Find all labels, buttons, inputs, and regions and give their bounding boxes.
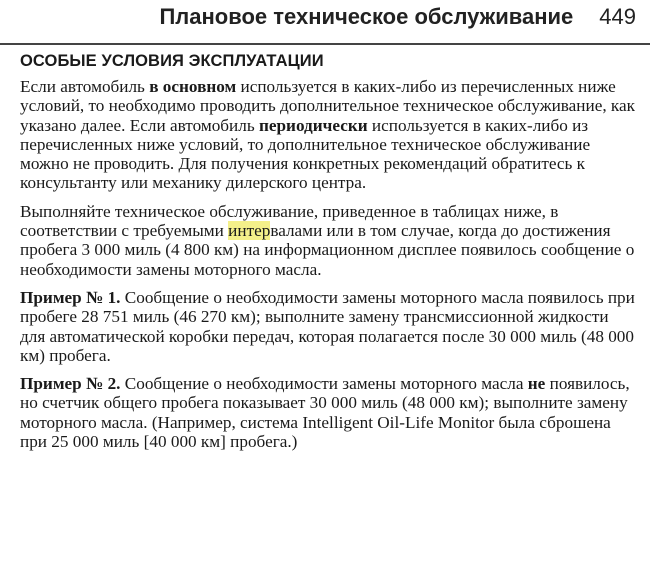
section-heading: ОСОБЫЕ УСЛОВИЯ ЭКСПЛУАТАЦИИ — [20, 52, 324, 70]
page-header — [20, 0, 636, 36]
example-1-label: Пример № 1. — [20, 287, 121, 307]
p1-bold-periodically: периодически — [258, 115, 368, 135]
paragraph-special-conditions — [20, 77, 636, 193]
highlighted-text: интер — [228, 221, 271, 241]
p2-text-2: валами или в том случае, когда до достижения пробега 3 000 миль (4 800 км) на информационном дисплее появилось сообщение о необходимости замены моторного масла. — [20, 221, 635, 279]
header-rule — [0, 43, 650, 45]
paragraph-intervals — [20, 202, 636, 279]
example-2-text-2: появилось, но счетчик общего пробега показывает 30 000 миль (48 000 км); выполните замену моторного масла. (Например, система Intelligent Oil-Life Monitor была сброшена при 25 000 миль [40 000 км] пробега.) — [20, 374, 630, 452]
example-2-bold-not: не — [527, 374, 546, 394]
example-2-label: Пример № 2. — [20, 374, 121, 394]
p1-text-3: используется в каких-либо из перечисленных ниже условий, то дополнительное техническое обслуживание можно не проводить. Для получения конкретных рекомендаций обратитесь к консультанту или механику дилерского центра. — [20, 115, 591, 193]
header-title: Плановое техническое обслуживание — [159, 4, 574, 29]
example-1 — [20, 288, 636, 365]
p1-text-1: Если автомобиль — [20, 77, 150, 96]
page-number: 449 — [599, 4, 636, 29]
p1-bold-mainly: в основном — [149, 77, 237, 96]
example-2 — [20, 374, 636, 451]
p1-text-2: используется в каких-либо из перечисленных ниже условий, то необходимо проводить дополнительное техническое обслуживание, как указано далее. Если автомобиль — [20, 77, 635, 135]
p2-text-1: Выполняйте техническое обслуживание, приведенное в таблицах ниже, в соответствии с требуемыми — [20, 201, 559, 241]
example-1-text: Сообщение о необходимости замены моторного масла появилось при пробеге 28 751 миль (46 270 км); выполните замену трансмиссионной жидкости для автоматической коробки передач, которая полагается после 30 000 миль (48 000 км) пробега. — [20, 287, 635, 365]
example-2-text-1: Сообщение о необходимости замены моторного масла — [120, 374, 528, 394]
